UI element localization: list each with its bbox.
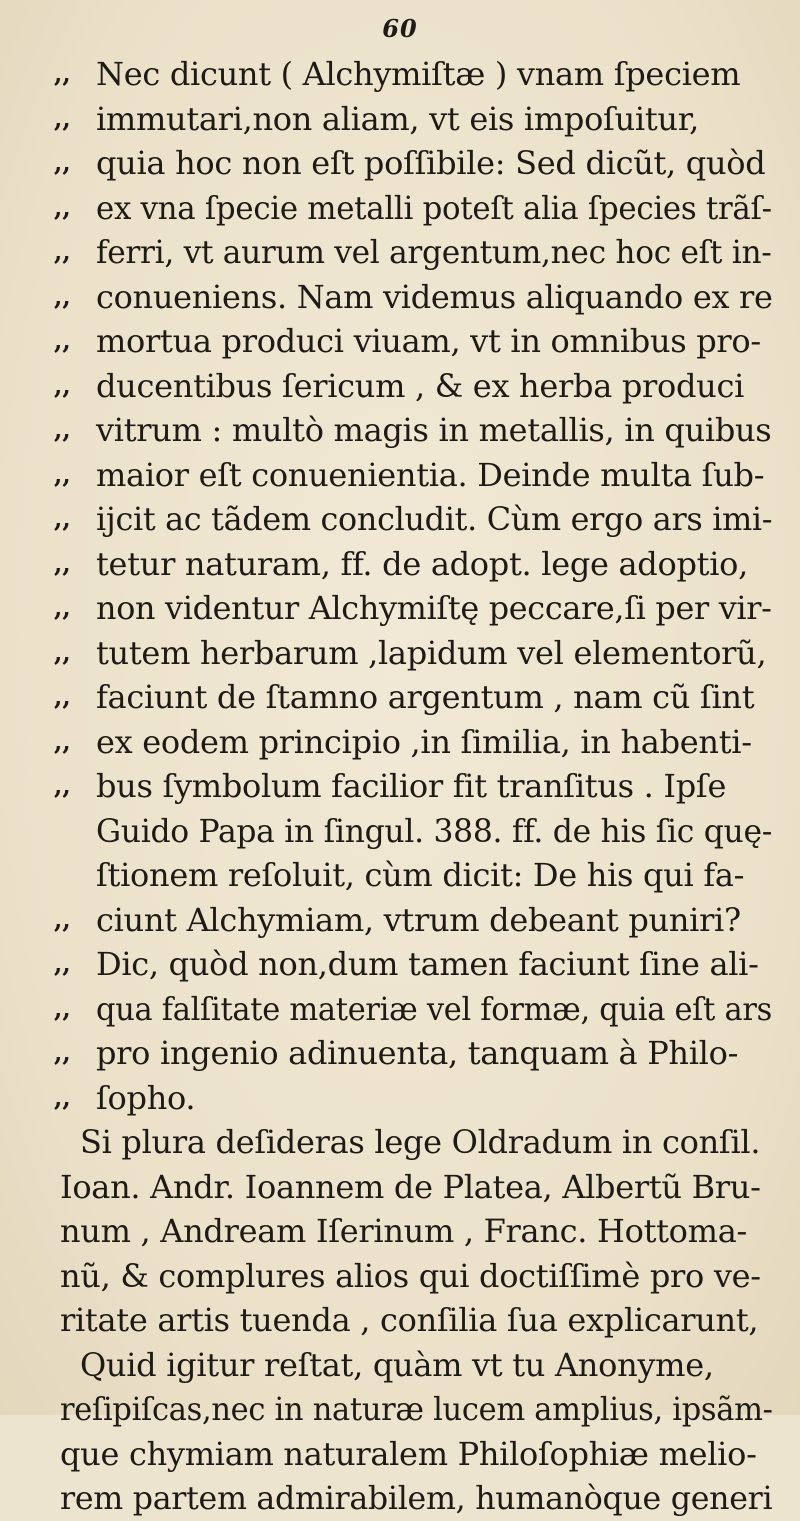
line-text: ritate artis tuenda , conſilia ſua explicarunt, — [60, 1301, 759, 1339]
quotation-marker: ,, — [54, 949, 71, 978]
quotation-marker: ,, — [54, 148, 71, 177]
line-text: nũ, & complures alios qui doctiſſimè pro ve- — [60, 1256, 761, 1295]
text-line — [0, 1165, 800, 1210]
text-line — [0, 186, 800, 231]
text-line — [0, 586, 800, 631]
quotation-marker: ,, — [54, 1038, 71, 1067]
text-line — [0, 52, 800, 97]
quotation-marker: ,, — [54, 59, 71, 88]
line-text: qua falſitate materiæ vel formæ, quia eſt ars — [96, 989, 772, 1028]
line-text: Ioan. Andr. Ioannem de Platea, Albertũ Bru- — [60, 1167, 761, 1206]
quotation-marker: ,, — [54, 548, 71, 578]
text-line — [0, 230, 800, 275]
text-line — [0, 898, 800, 943]
quotation-marker: ,, — [54, 237, 71, 266]
line-text: maior eſt conuenientia. Deinde multa ſub- — [96, 455, 765, 494]
line-text: Si plura deſideras lege Oldradum in conſil. — [80, 1123, 761, 1161]
line-text: immutari,non aliam, vt eis impoſuitur, — [96, 99, 700, 138]
quotation-marker: ,, — [54, 504, 71, 533]
text-line — [0, 1254, 800, 1299]
line-text: Nec dicunt ( Alchymiſtæ ) vnam ſpeciem — [96, 55, 741, 93]
quotation-marker: ,, — [54, 192, 71, 222]
line-text: tutem herbarum ,lapidum vel elementorũ, — [96, 633, 767, 672]
line-text: ſtionem reſoluit, cùm dicit: De his qui fa- — [96, 856, 745, 894]
line-text: rem partem admirabilem, humanòque generi — [60, 1479, 773, 1517]
line-text: ciunt Alchymiam, vtrum debeant puniri? — [96, 900, 741, 939]
line-text: Dic, quòd non,dum tamen faciunt ſine ali- — [96, 945, 759, 983]
text-line — [0, 1120, 800, 1165]
line-text: pro ingenio adinuenta, tanquam à Philo- — [96, 1034, 739, 1072]
text-line — [0, 809, 800, 854]
quotation-marker: ,, — [54, 103, 71, 133]
line-text: num , Andream Iſerinum , Franc. Hottoma- — [60, 1212, 747, 1250]
text-line — [0, 408, 800, 453]
line-text: Guido Papa in ſingul. 388. ff. de his ſic quę- — [96, 811, 773, 850]
quotation-marker: ,, — [54, 993, 71, 1023]
quotation-marker: ,, — [54, 459, 71, 489]
text-line — [0, 631, 800, 676]
quotation-marker: ,, — [54, 1082, 71, 1112]
text-line — [0, 942, 800, 987]
text-line — [0, 1476, 800, 1521]
text-line — [0, 987, 800, 1032]
quotation-marker: ,, — [54, 281, 71, 311]
quotation-marker: ,, — [54, 726, 71, 756]
line-text: faciunt de ſtamno argentum , nam cũ ſint — [96, 678, 755, 716]
line-text: ducentibus ſericum , & ex herba produci — [96, 366, 745, 405]
text-line — [0, 542, 800, 587]
quotation-marker: ,, — [54, 771, 71, 800]
text-line — [0, 141, 800, 186]
text-line — [0, 275, 800, 320]
line-text: mortua produci viuam, vt in omnibus pro- — [96, 322, 761, 360]
text-line — [0, 720, 800, 765]
line-text: tetur naturam, ff. de adopt. lege adoptio, — [96, 544, 748, 583]
text-line — [0, 1387, 800, 1432]
text-line — [0, 1432, 800, 1477]
text-line — [0, 1209, 800, 1254]
text-line — [0, 1031, 800, 1076]
line-text: quia hoc non eſt poſſibile: Sed dicũt, quòd — [96, 144, 766, 182]
line-text: ijcit ac tãdem concludit. Cùm ergo ars imi- — [96, 500, 773, 538]
text-line — [0, 97, 800, 142]
line-text: reſipiſcas,nec in naturæ lucem amplius, ipsãm- — [60, 1390, 773, 1428]
text-line — [0, 497, 800, 542]
text-block — [0, 52, 800, 1521]
quotation-marker: ,, — [54, 682, 71, 711]
text-line — [0, 1343, 800, 1388]
quotation-marker: ,, — [54, 593, 71, 622]
page-number: 60 — [382, 14, 418, 43]
text-line — [0, 764, 800, 809]
line-text: ex eodem principio ,in ſimilia, in habenti- — [96, 722, 752, 761]
quotation-marker: ,, — [54, 415, 71, 444]
text-line — [0, 364, 800, 409]
line-text: conueniens. Nam videmus aliquando ex re — [96, 277, 773, 316]
line-text: vitrum : multò magis in metallis, in quibus — [96, 411, 772, 449]
quotation-marker: ,, — [54, 637, 71, 667]
text-line — [0, 853, 800, 898]
line-text: ſopho. — [96, 1078, 196, 1117]
line-text: ferri, vt aurum vel argentum,nec hoc eſt in- — [96, 233, 772, 271]
line-text: ex vna ſpecie metalli poteſt alia ſpecies trãſ- — [96, 188, 772, 227]
line-text: non videntur Alchymiſtę peccare,ſi per vir- — [96, 589, 772, 627]
line-text: bus ſymbolum facilior fit tranſitus . Ipſe — [96, 767, 727, 805]
text-line — [0, 319, 800, 364]
quotation-marker: ,, — [54, 326, 71, 355]
text-line — [0, 1076, 800, 1121]
text-line — [0, 675, 800, 720]
text-line — [0, 453, 800, 498]
quotation-marker: ,, — [54, 904, 71, 934]
line-text: Quid igitur reſtat, quàm vt tu Anonyme, — [80, 1345, 714, 1384]
quotation-marker: ,, — [54, 370, 71, 400]
line-text: que chymiam naturalem Philoſophiæ melio- — [60, 1434, 757, 1473]
text-line — [0, 1298, 800, 1343]
